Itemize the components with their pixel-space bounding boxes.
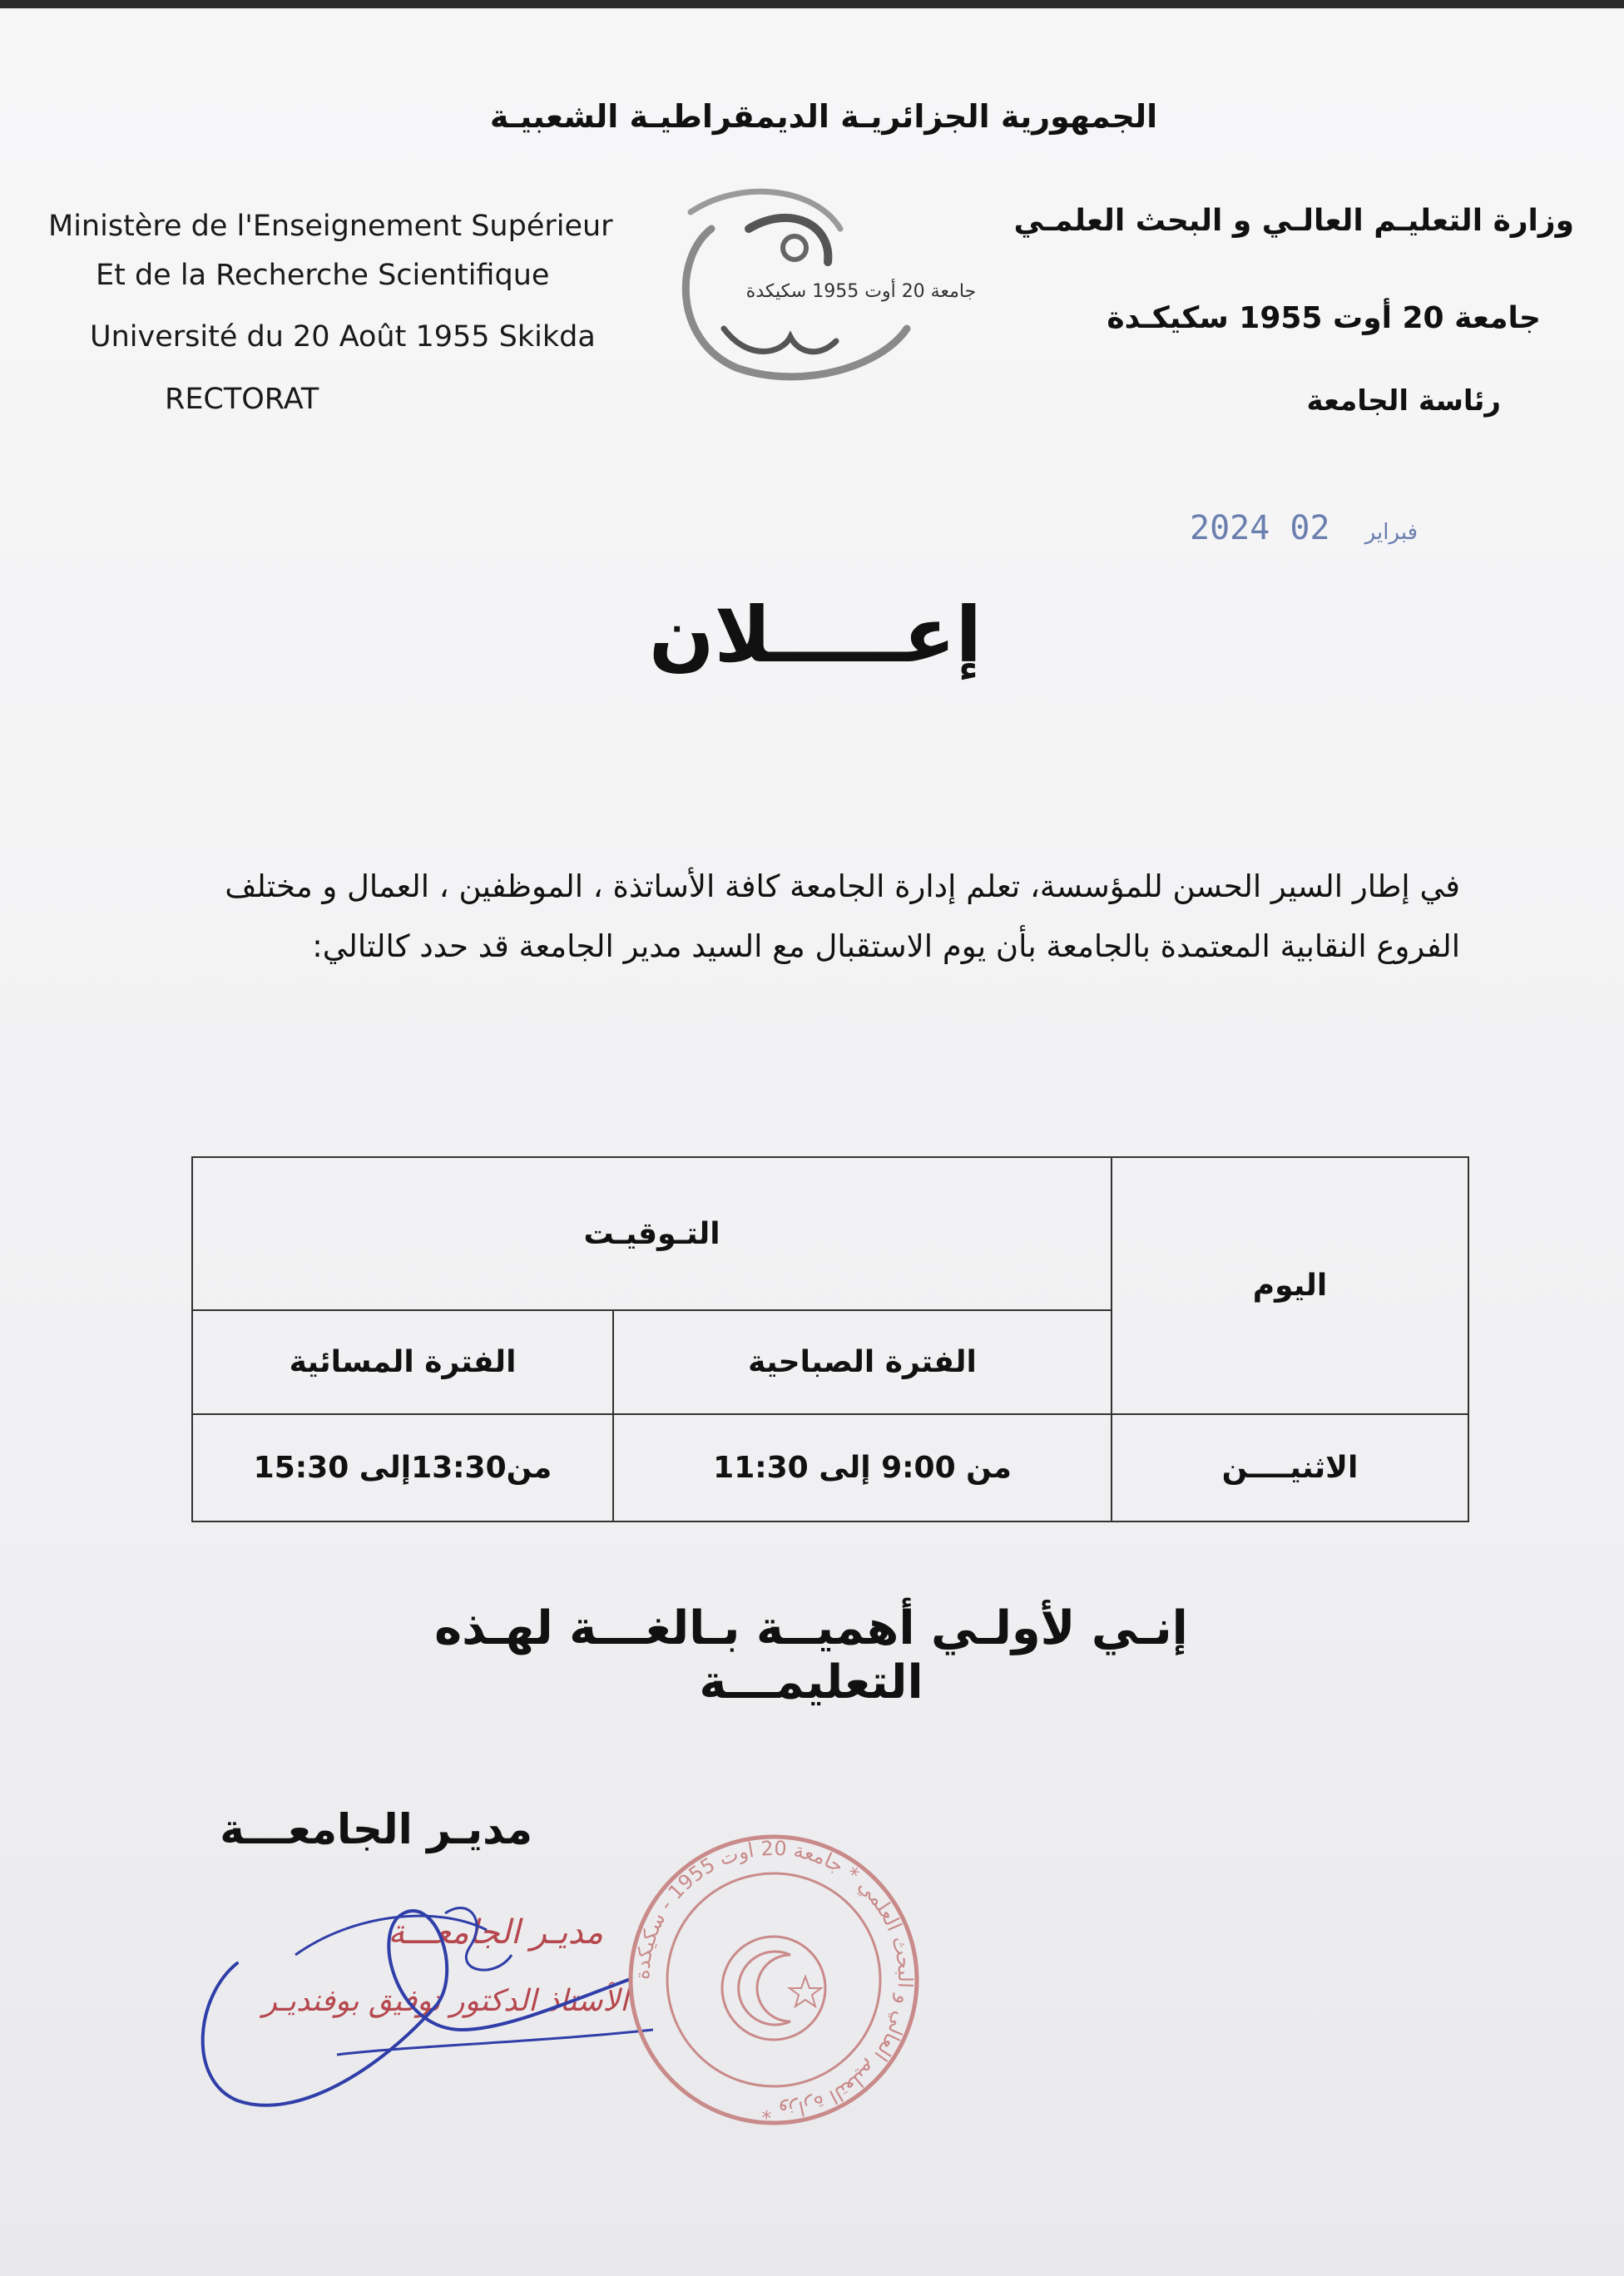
schedule-table xyxy=(191,1156,1469,1522)
stamp-name: الأستاذ الدكتور توفيق بوفنديـر xyxy=(262,1984,628,2018)
republic-heading: الجمهورية الجزائريـة الديمقراطيـة الشعبيـة xyxy=(489,98,1158,135)
closing-statement: إنـي لأولـي أهميــة بـالغـــة لهـذه التعليمـــة xyxy=(434,1601,1188,1709)
date-day: 02 xyxy=(1290,509,1330,547)
rectorate-arabic: رئاسة الجامعة xyxy=(1306,384,1501,418)
rectorate-french: RECTORAT xyxy=(165,383,319,416)
date-stamp xyxy=(1190,509,1433,547)
university-logo xyxy=(657,183,1015,391)
stamp-title: مديـر الجامعـــة xyxy=(388,1913,603,1952)
ministry-french-line1: Ministère de l'Enseignement Supérieur xyxy=(48,210,613,243)
date-month: فبراير xyxy=(1364,520,1419,545)
university-french: Université du 20 Août 1955 Skikda xyxy=(90,320,596,354)
signature-area xyxy=(187,1863,653,2113)
official-seal xyxy=(616,1830,932,2130)
cell-morning: من 9:00 إلى 11:30 xyxy=(613,1414,1112,1521)
cell-evening: من13:30إلى 15:30 xyxy=(192,1414,613,1521)
ministry-arabic: وزارة التعليـم العالـي و البحث العلمـي xyxy=(1013,204,1574,238)
scan-top-edge xyxy=(0,0,1624,8)
logo-caption: جامعة 20 أوت 1955 سكيكدة xyxy=(745,281,977,302)
header-morning: الفترة الصباحية xyxy=(613,1310,1112,1414)
director-title: مديـر الجامعـــة xyxy=(220,1805,532,1853)
seal-graphic xyxy=(616,1830,932,2130)
table-row xyxy=(192,1414,1468,1521)
university-arabic: جامعة 20 أوت 1955 سكيكـدة xyxy=(1107,301,1541,335)
header-evening: الفترة المسائية xyxy=(192,1310,613,1414)
cell-day: الاثنيــــن xyxy=(1112,1414,1468,1521)
announcement-body: في إطار السير الحسن للمؤسسة، تعلم إدارة الجامعة كافة الأساتذة ، الموظفين ، العمال و مختلف الفروع النقابية المعتمدة بالجامعة بأن يوم الاستقبال مع السيد مدير الجامعة قد حدد كالتالي: xyxy=(225,868,1460,964)
seal-ring-text: وزارة التعليم العالي و البحث العلمي * جامعة 20 أوت 1955 - سكيكدة * xyxy=(630,1836,918,2124)
announcement-title: إعـــــلان xyxy=(649,591,982,680)
header-day: اليوم xyxy=(1112,1157,1468,1414)
header-time: التـوقيـت xyxy=(192,1157,1112,1310)
handwritten-signature xyxy=(187,1863,653,2113)
ministry-french-line2: Et de la Recherche Scientifique xyxy=(96,259,550,292)
date-year: 2024 xyxy=(1190,509,1270,547)
